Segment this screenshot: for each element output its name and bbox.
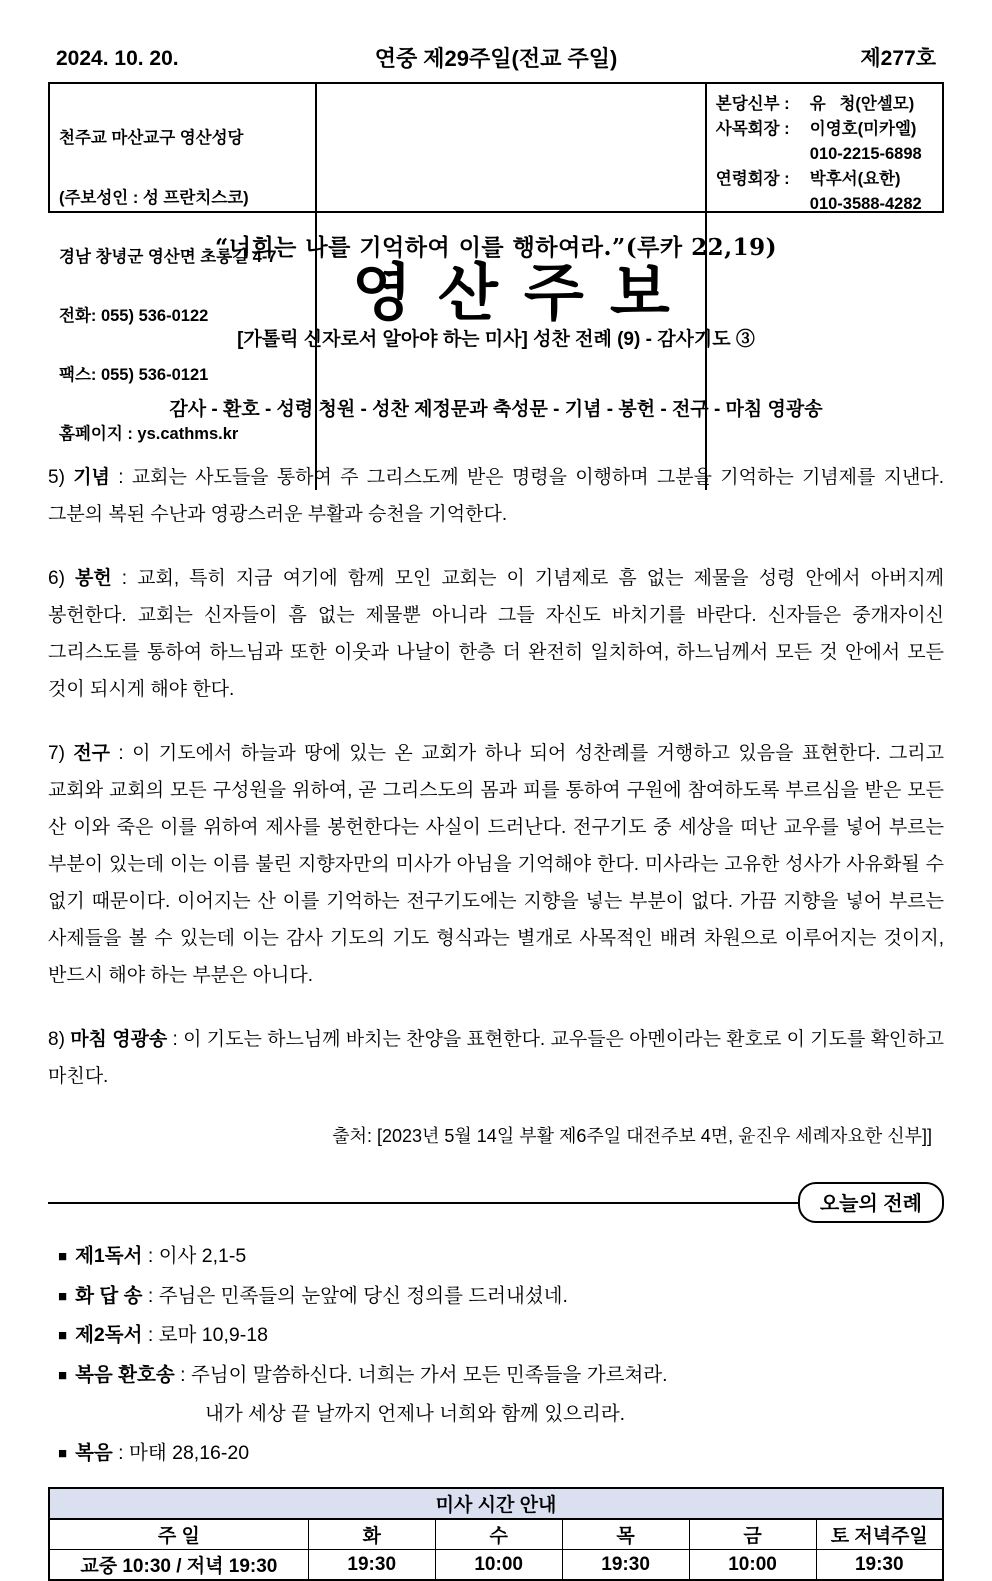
table-times-row [49,1550,943,1581]
square-bullet-icon: ■ [58,1444,68,1462]
paragraph-8 [48,1021,944,1095]
paragraph-5 [48,459,944,533]
reading-separator: : [142,1324,159,1346]
reading-separator: : [112,1441,130,1464]
reading-psalm [58,1277,944,1317]
staff-phone: 010-2215-6898 [809,145,922,163]
staff-name: 이영호(미카엘) [809,120,917,138]
reading-text-continued: 내가 세상 끝 날까지 언제나 너희와 함께 있으리라. [205,1403,626,1425]
staff-line [716,192,963,217]
mass-table-title: 미사 시간 안내 [49,1488,943,1519]
issue-number: 제277호 [860,47,936,70]
table-title-row [49,1488,943,1519]
staff-name: 박후서(요한) [809,170,901,188]
time-friday: 10:00 [689,1550,816,1581]
paragraph-label: 마침 영광송 [70,1029,168,1050]
reading-label: 복음 환호송 [75,1363,175,1386]
reading-first [58,1237,944,1277]
time-wednesday: 10:00 [435,1550,562,1581]
readings-list [48,1237,944,1473]
paragraph-label: 전구 [73,743,111,764]
divider-line [48,1202,802,1204]
paragraph-text: : 이 기도는 하느님께 바치는 찬양을 표현한다. 교우들은 아멘이라는 환호로 이 기도를 확인하고 마친다. [48,1029,944,1087]
church-address: 경남 창녕군 영산면 초롱길 4-7 [59,247,277,266]
paragraph-7 [48,735,944,994]
mass-schedule-table [48,1487,944,1581]
square-bullet-icon: ■ [58,1366,68,1384]
staff-line [716,142,963,167]
col-wednesday: 수 [435,1519,562,1550]
reading-label: 화 답 송 [75,1284,143,1307]
staff-name: 유 청(안셀모) [809,95,915,113]
reading-label: 제1독서 [75,1245,143,1267]
reading-label: 복음 [75,1441,113,1464]
paragraph-label: 봉헌 [74,568,112,589]
reading-second [58,1316,944,1356]
reading-gospel [58,1434,944,1474]
liturgy-divider [48,1182,944,1223]
reading-text: 주님은 민족들의 눈앞에 당신 정의를 드러내셨네. [158,1284,568,1307]
paragraph-number: 6) [48,568,65,589]
staff-info [707,84,972,490]
reading-gospel-acclamation [58,1356,944,1434]
reading-label: 제2독서 [75,1324,143,1346]
staff-role [716,142,810,167]
reading-text: 이사 2,1-5 [158,1245,247,1267]
patron-saint: (주보성인 : 성 프란치스코) [59,188,249,207]
staff-role: 사목회장 : [715,120,790,138]
col-tuesday: 화 [308,1519,435,1550]
square-bullet-icon: ■ [58,1287,68,1305]
table-header-row [49,1519,943,1550]
article-subheading: 감사 - 환호 - 성령 청원 - 성찬 제정문과 축성문 - 기념 - 봉헌 - 전구 - 마침 영광송 [169,399,823,420]
staff-role [716,192,810,217]
paragraph-label: 기념 [73,467,110,488]
staff-line [716,117,963,142]
staff-line [716,92,963,117]
staff-role: 본당신부 : [715,95,790,113]
paragraph-number: 5) [48,467,65,488]
col-thursday: 목 [562,1519,689,1550]
masthead-title-cell [317,84,707,490]
issue-date: 2024. 10. 20. [56,47,179,70]
staff-role: 연령회장 : [715,170,790,188]
reading-separator: : [142,1245,159,1267]
paragraph-6 [48,560,944,708]
col-saturday-evening: 토 저녁주일 [816,1519,943,1550]
source-citation: 출처: [2023년 5월 14일 부활 제6주일 대전주보 4면, 윤진우 세례자요한 신부]] [332,1126,932,1146]
church-name: 천주교 마산교구 영산성당 [59,129,244,148]
paragraph-text: : 교회, 특히 지금 여기에 함께 모인 교회는 이 기념제로 흠 없는 제물을 성령 안에서 아버지께 봉헌한다. 교회는 신자들이 흠 없는 제물뿐 아니라 그들 자신도 바치기를 바란다. 신자들은 중개자이신 그리스도를 통하여 하느님과 또한 이웃과 나날이 한층 더 완전히 일치하여, 하느님께서 모든 것 안에서 모든 것이 되시게 해야 한다. [48,568,945,700]
col-friday: 금 [689,1519,816,1550]
article-heading: [가톨릭 신자로서 알아야 하는 미사] 성찬 전례 (9) - 감사기도 ③ [237,329,755,350]
square-bullet-icon: ■ [58,1248,68,1265]
paragraph-text: : 이 기도에서 하늘과 땅에 있는 온 교회가 하나 되어 성찬례를 거행하고 있음을 표현한다. 그리고 교회와 교회의 모든 구성원을 위하여, 곧 그리스도의 몸과 피를 통하여 구원에 참여하도록 부르심을 받은 모든 산 이와 죽은 이를 위하여 제사를 봉헌한다는 사실이 드러난다. 전구기도 중 세상을 떠난 교우를 넣어 부르는 부분이 있는데 이는 이름 불린 지향자만의 미사가 아님을 기억해야 한다. 미사라는 고유한 성사가 사유화될 수 없기 때문이다. 이어지는 산 이를 기억하는 전구기도에는 지향을 넣는 부분이 없다. 가끔 지향을 넣어 부르는 사제들을 볼 수 있는데 이는 감사 기도의 기도 형식과는 별개로 사목적인 배려 차원으로 이루어지는 것이지, 반드시 해야 하는 부분은 아니다. [48,743,944,986]
staff-line [716,167,963,192]
time-thursday: 19:30 [562,1550,689,1581]
time-saturday-evening: 19:30 [816,1550,943,1581]
sunday-title: 연중 제29주일(전교 주일) [374,46,618,71]
col-sunday: 주 일 [49,1519,308,1550]
bulletin-title: 영산주보 [352,255,696,329]
reading-text: 마태 28,16-20 [129,1441,250,1464]
reading-separator: : [174,1363,191,1386]
church-info [50,84,317,490]
square-bullet-icon: ■ [58,1327,68,1344]
time-sunday: 교중 10:30 / 저녁 19:30 [49,1550,308,1581]
reading-text: 주님이 말씀하신다. 너희는 가서 모든 민족들을 가르쳐라. [190,1363,668,1386]
scripture-quote: “너희는 나를 기억하여 이를 행하여라.”(루카 22,19) [215,234,777,261]
church-phone: 전화: 055) 536-0122 [59,306,209,325]
staff-phone: 010-3588-4282 [809,195,922,213]
top-header [48,42,944,72]
reading-text: 로마 10,9-18 [158,1324,268,1346]
church-fax: 팩스: 055) 536-0121 [59,365,209,384]
reading-separator: : [142,1284,159,1307]
paragraph-number: 7) [48,743,65,764]
article-body [48,459,944,1095]
paragraph-text: : 교회는 사도들을 통하여 주 그리스도께 받은 명령을 이행하며 그분을 기억하는 기념제를 지낸다. 그분의 복된 수난과 영광스러운 부활과 승천을 기억한다. [48,467,944,525]
paragraph-number: 8) [48,1029,65,1050]
time-tuesday: 19:30 [308,1550,435,1581]
church-website: 홈페이지 : ys.cathms.kr [59,424,239,443]
today-liturgy-badge: 오늘의 전례 [798,1182,944,1223]
